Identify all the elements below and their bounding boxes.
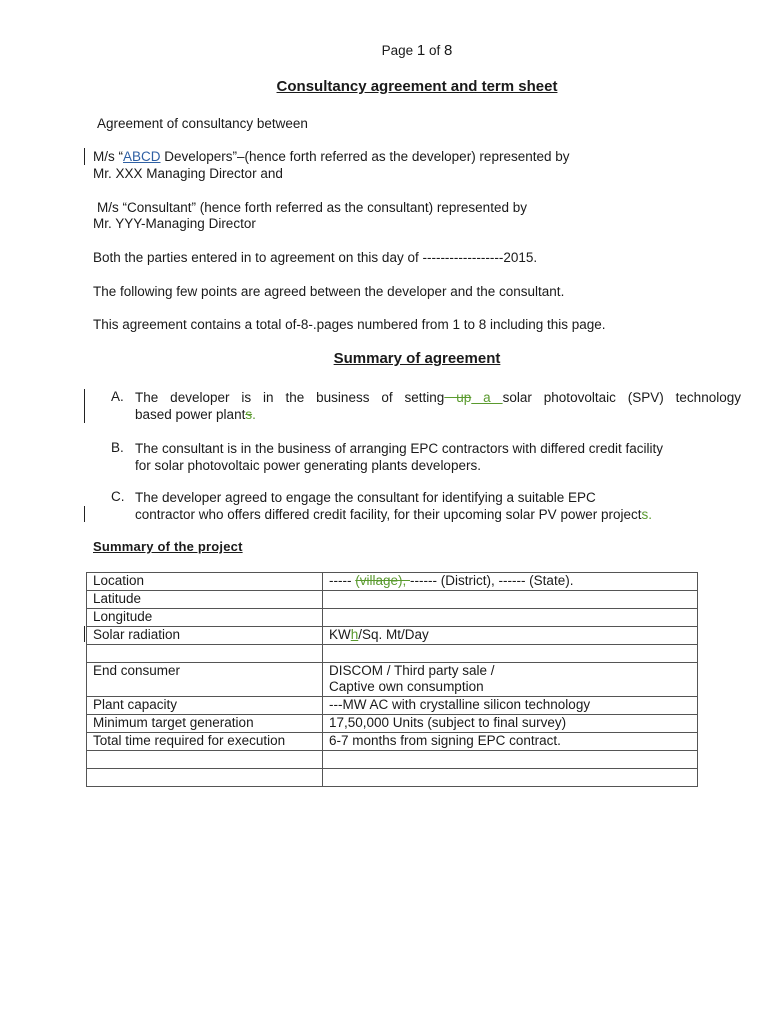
empty-cell <box>323 769 698 787</box>
change-bar <box>84 148 85 165</box>
summary-item-a-line1 <box>135 389 741 406</box>
location-label: Location <box>87 573 323 591</box>
party1-description: –(hence forth referred as the developer) represented by <box>237 149 570 164</box>
text-span: contractor who offers differed credit facility, for their upcoming solar PV power project <box>135 507 642 522</box>
list-marker-a: A. <box>111 389 124 404</box>
party1-line1 <box>93 148 570 165</box>
text-span: ------ (District), ------ (State). <box>410 573 574 588</box>
summary-item-a-line2 <box>135 406 741 423</box>
empty-cell <box>87 751 323 769</box>
summary-item-c-line1: The developer agreed to engage the consultant for identifying a suitable EPC <box>135 490 596 505</box>
change-bar <box>84 389 85 423</box>
summary-item-c-line2 <box>135 506 741 523</box>
empty-cell <box>87 769 323 787</box>
total-pages: 8 <box>444 42 453 59</box>
table-row <box>87 769 698 787</box>
table-row <box>87 573 698 591</box>
of-word: of <box>429 43 441 58</box>
document-title: Consultancy agreement and term sheet <box>276 78 558 95</box>
text-span: ----- <box>329 573 356 588</box>
deleted-text: (village), <box>355 573 410 588</box>
radiation-value <box>323 627 698 645</box>
consumer-value <box>323 663 698 697</box>
project-table <box>86 572 698 787</box>
text-span: based power plant <box>135 407 246 422</box>
inserted-text: h <box>350 627 359 642</box>
summary-title: Summary of agreement <box>333 350 501 367</box>
text-span: The developer is in the business of setting <box>135 390 445 405</box>
location-value <box>323 573 698 591</box>
list-marker-b: B. <box>111 440 124 455</box>
inserted-text: a <box>471 390 503 405</box>
generation-label: Minimum target generation <box>87 715 323 733</box>
current-page: 1 <box>416 42 426 59</box>
consumer-label: End consumer <box>87 663 323 697</box>
table-row <box>87 751 698 769</box>
capacity-label: Plant capacity <box>87 697 323 715</box>
table-row <box>87 645 698 663</box>
party2-line2: Mr. YYY-Managing Director <box>93 216 256 231</box>
summary-item-b-line1: The consultant is in the business of arranging EPC contractors with differed credit facility <box>135 441 664 456</box>
latitude-label: Latitude <box>87 591 323 609</box>
page-word: Page <box>381 43 414 58</box>
change-bar <box>84 506 85 522</box>
text-span: /Sq. Mt/Day <box>358 627 429 642</box>
deleted-text: up <box>444 390 472 405</box>
empty-cell <box>323 751 698 769</box>
text-line: Captive own consumption <box>329 679 484 694</box>
table-row <box>87 715 698 733</box>
party1-prefix: M/s “ <box>93 149 123 164</box>
empty-cell <box>87 645 323 663</box>
inserted-text: s. <box>641 507 652 522</box>
time-value: 6-7 months from signing EPC contract. <box>323 733 698 751</box>
generation-value: 17,50,000 Units (subject to final survey) <box>323 715 698 733</box>
table-row <box>87 697 698 715</box>
party2-line1: M/s “Consultant” (hence forth referred as the consultant) represented by <box>97 200 527 215</box>
page-number <box>0 42 768 59</box>
radiation-label: Solar radiation <box>87 627 323 645</box>
party1-name: Developers” <box>160 149 238 164</box>
latitude-value <box>323 591 698 609</box>
text-span: solar photovoltaic (SPV) technology <box>502 390 741 405</box>
date-paragraph: Both the parties entered in to agreement on this day of ------------------2015. <box>93 250 538 265</box>
summary-item-b-line2: for solar photovoltaic power generating plants developers. <box>135 458 481 473</box>
inserted-text: . <box>252 407 256 422</box>
text-span: KW <box>329 627 351 642</box>
project-summary-title: Summary of the project <box>93 539 243 554</box>
table-row <box>87 627 698 645</box>
intro-text: Agreement of consultancy between <box>97 116 308 131</box>
deleted-text: s <box>245 407 253 422</box>
empty-cell <box>323 645 698 663</box>
table-row <box>87 733 698 751</box>
pages-paragraph: This agreement contains a total of-8-.pages numbered from 1 to 8 including this page. <box>93 317 606 332</box>
time-label: Total time required for execution <box>87 733 323 751</box>
change-bar <box>84 626 85 642</box>
points-paragraph: The following few points are agreed between the developer and the consultant. <box>93 284 565 299</box>
abcd-link[interactable]: ABCD <box>123 149 161 164</box>
table-row <box>87 591 698 609</box>
party1-line2: Mr. XXX Managing Director and <box>93 166 283 181</box>
table-row <box>87 663 698 697</box>
capacity-value: ---MW AC with crystalline silicon technology <box>323 697 698 715</box>
table-row <box>87 609 698 627</box>
longitude-label: Longitude <box>87 609 323 627</box>
list-marker-c: C. <box>111 489 125 504</box>
text-line: DISCOM / Third party sale / <box>329 663 495 678</box>
longitude-value <box>323 609 698 627</box>
